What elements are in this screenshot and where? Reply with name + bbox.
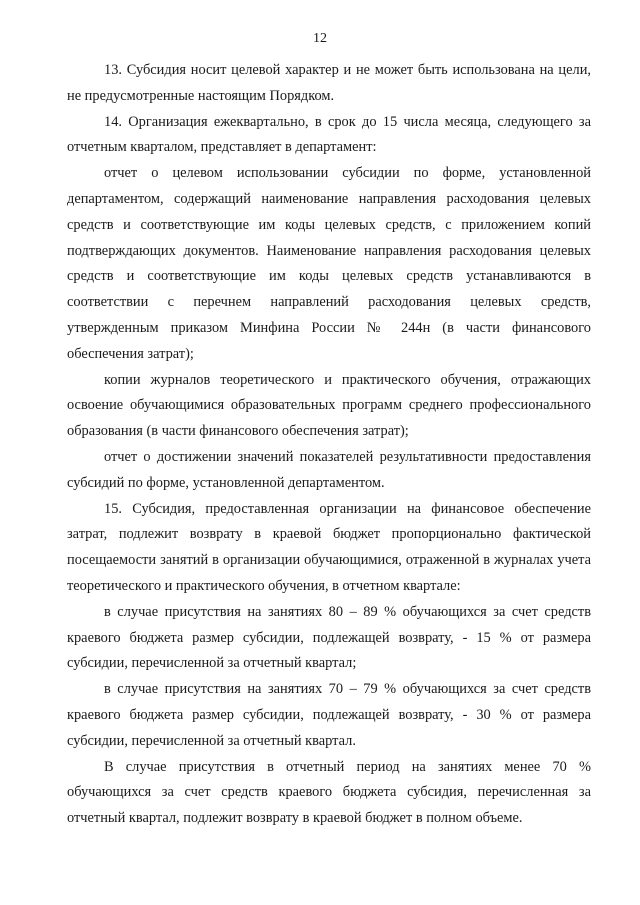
paragraph-15: 15. Субсидия, предоставленная организации на финансовое обеспечение затрат, подлежит возврату в краевой бюджет пропорционально фактической посещаемости занятий в организации обучающимися, отраженной в журналах учета теоретического и практического обучения, в отчетном квартале: [67, 500, 591, 594]
paragraph-14: 14. Организация ежеквартально, в срок до 15 числа месяца, следующего за отчетным кварталом, представляет в департамент: [67, 113, 591, 156]
paragraph-case-70-79: в случае присутствия на занятиях 70 – 79 % обучающихся за счет средств краевого бюджета размер субсидии, подлежащей возврату, - 30 % от размера субсидии, перечисленной за отчетный квартал. [67, 681, 591, 749]
paragraph-case-80-89: в случае присутствия на занятиях 80 – 89 % обучающихся за счет средств краевого бюджета размер субсидии, подлежащей возврату, - 15 % от размера субсидии, перечисленной за отчетный квартал; [67, 603, 591, 672]
paragraph-case-below-70: В случае присутствия в отчетный период на занятиях менее 70 % обучающихся за счет средств краевого бюджета субсидия, перечисленная за отчетный квартал, подлежит возврату в краевой бюджет в полном объеме. [67, 758, 591, 827]
document-body [67, 58, 591, 832]
paragraph-report-indicators: отчет о достижении значений показателей результативности предоставления субсидий по форме, установленной департаментом. [67, 448, 591, 491]
paragraph-13: 13. Субсидия носит целевой характер и не может быть использована на цели, не предусмотренные настоящим Порядком. [67, 62, 591, 104]
page-number: 12 [313, 31, 327, 46]
paragraph-journal-copies: копии журналов теоретического и практического обучения, отражающих освоение обучающимися образовательных программ среднего профессионального образования (в части финансового обеспечения затрат); [67, 371, 591, 440]
paragraph-report-usage: отчет о целевом использовании субсидии по форме, установленной департаментом, содержащий наименование направления расходования целевых средств и соответствующие им коды целевых средств, с приложением копий подтверждающих документов. Наименование направления расходования целевых средств и соответствующие им коды целевых средств устанавливаются в соответствии с перечнем направлений расходования целевых средств, утвержденным приказом Минфина России № 244н (в части финансового обеспечения затрат); [67, 165, 591, 362]
